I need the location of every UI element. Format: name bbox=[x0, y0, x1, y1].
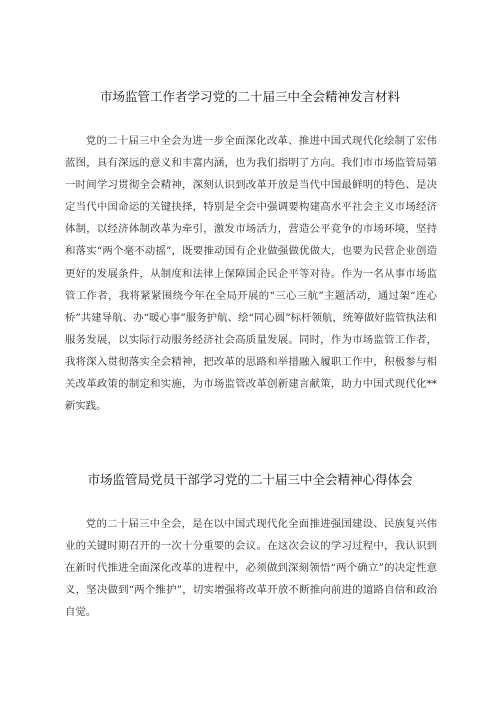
section-paragraph: 党的二十届三中全会为进一步全面深化改革、推进中国式现代化绘制了宏伟蓝图，具有深远的意义和丰富内涵，也为我们指明了方向。我们市市场监管局第一时间学习贯彻全会精神，深刻认识到改革开放是当代中国最鲜明的特色、是决定当代中国命运的关键抉择，特别是全会中强调要构建高水平社会主义市场经济体制，以经济体制改革为牵引，激发市场活力，营造公平竞争的市场环境，坚持和落实“两个毫不动摇”，既要推动国有企业做强做优做大，也要为民营企业创造更好的发展条件，从制度和法律上保障国企民企平等对待。作为一名从事市场监管工作者，我将紧紧围绕今年在全局开展的“三心三航”主题活动，通过架“连心桥”共建导航、办“暖心事”服务护航、绘“同心圆”标杆领航，统筹做好监管执法和服务发展，以实际行动服务经济社会高质量发展。同时，作为市场监管工作者，我将深入贯彻落实全会精神，把改革的思路和举措融入履职工作中，积极参与相关改革政策的制定和实施，为市场监管改革创新建言献策，助力中国式现代化**新实践。 bbox=[65, 135, 437, 413]
section-title: 市场监管局党员干部学习党的二十届三中全会精神心得体会 bbox=[87, 472, 413, 487]
section-paragraph: 党的二十届三中全会，是在以中国式现代化全面推进强国建设、民族复兴伟业的关键时期召开的一次十分重要的会议。在这次会议的学习过程中，我认识到在新时代推进全面深化改革的进程中，必须做到深刻领悟“两个确立”的决定性意义，坚决做到“两个维护”，切实增强将改革开放不断推向前进的道路自信和政治自觉。 bbox=[65, 518, 437, 619]
section-title: 市场监管工作者学习党的二十届三中全会精神发言材料 bbox=[99, 89, 400, 104]
